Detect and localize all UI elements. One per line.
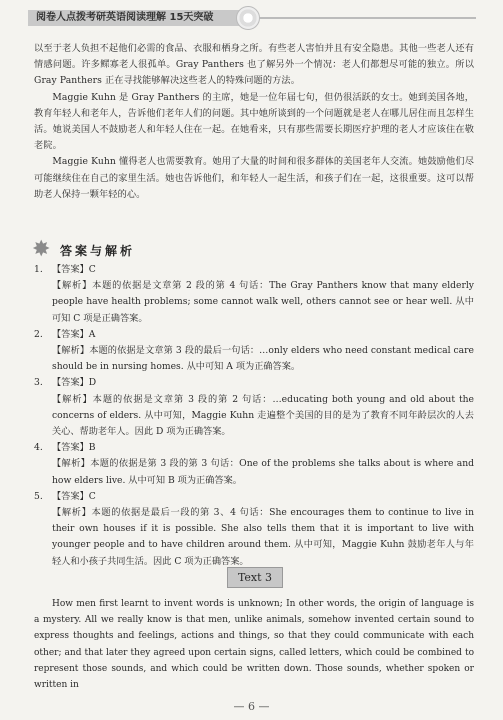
answer-analysis: 【解析】本题的依据是最后一段的第 3、4 句话：She encourages them to continue to live in their own houses if it is possible. She also tells them that it is important to live with younger people and to have children around them. 从中可知，Maggie Kuhn 鼓励老年人与年轻人和小孩子共同生活。因此 C 项为正确答案。 bbox=[52, 507, 474, 567]
answer-item bbox=[34, 489, 474, 570]
answer-number: 3. bbox=[34, 377, 43, 389]
chinese-passage bbox=[34, 41, 474, 203]
answer-number: 1. bbox=[34, 264, 43, 275]
star-burst-icon: ✸ bbox=[32, 237, 51, 262]
text3-label: Text 3 bbox=[227, 567, 283, 588]
answer-key: 【答案】A bbox=[52, 328, 96, 340]
answer-item bbox=[34, 375, 474, 440]
text3-paragraph: How men first learnt to invent words is unknown; In other words, the origin of language is a mystery. All we really know is that men, unlike animals, somehow invented certain sound to express thoughts and feelings, actions and things, so that they could communicate with each other; and that later they agreed upon certain signs, called letters, which could be combined to represent those sounds, and which could be written down. Those sounds, whether spoken or written in bbox=[34, 599, 474, 691]
answer-item bbox=[34, 262, 474, 327]
answer-number: 4. bbox=[34, 442, 43, 454]
answer-analysis: 【解析】本题的依据是第 3 段的第 3 句话：One of the problems she talks about is where and how elders live. 从中可知 B 项为正确答案。 bbox=[52, 458, 474, 486]
answer-analysis: 【解析】本题的依据是文章第 3 段的第 2 句话：…educating both young and old about the concerns of elders. 从中可知，Maggie Kuhn 走遍整个美国的目的是为了教育不同年龄层次的人去关心、帮助老年人。因此 D 项为正确答案。 bbox=[52, 393, 474, 438]
answer-item bbox=[34, 440, 474, 489]
answer-number: 2. bbox=[34, 328, 43, 340]
answer-analysis: 【解析】本题的依据是文章第 3 段的最后一句话：…only elders who need constant medical care should be in nursing homes. 从中可知 A 项为正确答案。 bbox=[52, 345, 474, 373]
passage-paragraph: Maggie Kuhn 是 Gray Panthers 的主席，她是一位年届七旬，但仍很活跃的女士。她到美国各地，教育年轻人和老年人，告诉他们老年人们的问题。其中她所谈到的一个问题就是老人在哪儿居住而且怎样生活。她说美国人不鼓励老人和年轻人住在一起。在她看来，只有那些需要长期医疗护理的老人才应该住在敬老院。 bbox=[34, 91, 474, 152]
header-rule bbox=[246, 17, 476, 19]
answer-analysis: 【解析】本题的依据是文章第 2 段的第 4 句话：The Gray Panthers know that many elderly people have health problems; some cannot walk well, others cannot see or hear well. 从中可知 C 项是正确答案。 bbox=[52, 280, 474, 324]
page-number: — 6 — bbox=[233, 700, 270, 713]
answer-key: 【答案】C bbox=[52, 264, 96, 275]
flower-ornament-icon bbox=[236, 6, 260, 30]
passage-paragraph: 以至于老人负担不起他们必需的食品、衣服和栖身之所。有些老人害怕并且有安全隐患。其他一些老人还有情感问题。许多鳏寡老人很孤单。Gray Panthers 也了解另外一个情况：老人们都想尽可能的独立。所以 Gray Panthers 正在寻找能够解决这些老人的特殊问题的方法。 bbox=[34, 43, 474, 87]
answer-number: 5. bbox=[34, 490, 43, 502]
header-title: 阅卷人点拨考研英语阅读理解 15天突破 bbox=[28, 10, 246, 26]
answer-item bbox=[34, 327, 474, 376]
answer-key: 【答案】C bbox=[52, 490, 96, 502]
answer-key: 【答案】D bbox=[52, 377, 97, 389]
passage-paragraph: Maggie Kuhn 懂得老人也需要教育。她用了大量的时间和很多群体的美国老年人交流。她鼓励他们尽可能继续住在自己的家里生活。她也告诉他们，和年轻人一起生活，和孩子们在一起，这很重要。这可以帮助老人保持一颗年轻的心。 bbox=[34, 156, 474, 200]
answers-list bbox=[34, 262, 474, 570]
page-header bbox=[0, 0, 503, 34]
section-heading bbox=[32, 239, 135, 261]
section-title: 答案与解析 bbox=[60, 243, 136, 258]
answer-key: 【答案】B bbox=[52, 442, 96, 454]
